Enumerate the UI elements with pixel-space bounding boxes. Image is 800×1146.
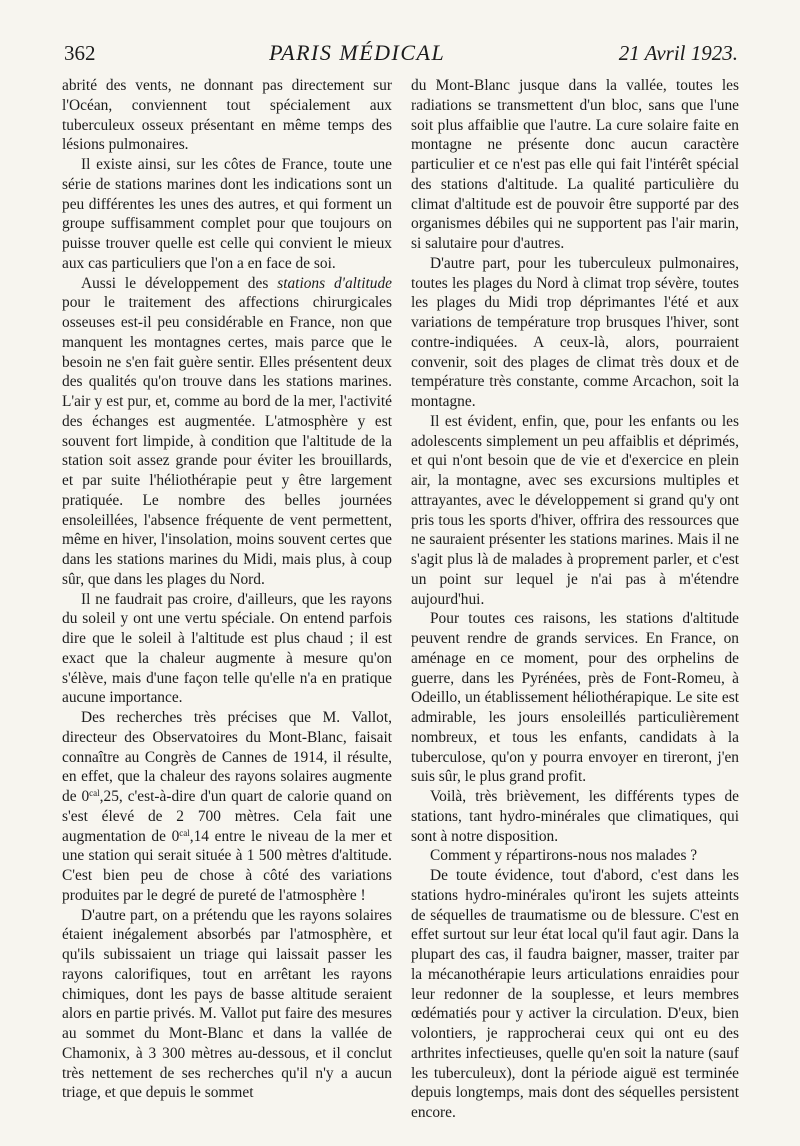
paragraph: D'autre part, pour les tuberculeux pulmonaires, toutes les plages du Nord à climat trop sévère, toutes les plages du Midi trop déprimantes l'été et aux variations de température trop brusques l'hiver, sont contre-indiquées. A ceux-là, alors, pourraient convenir, soit des plages de climat très doux et de température très constante, comme Arcachon, soit la montagne. bbox=[411, 254, 739, 410]
paragraph: Il existe ainsi, sur les côtes de France, toute une série de stations marines dont les indications sont un peu différentes les unes des autres, et qui forment un groupe suffisamment complet pour que toujours on puisse trouver quelle est celle qui convient le mieux aux cas particuliers que l'on a en face de soi. bbox=[62, 156, 392, 272]
paragraph: De toute évidence, tout d'abord, c'est dans les stations hydro-minérales qu'iront les sujets atteints de séquelles de traumatisme ou de blessure. C'est en effet surtout sur leur état local qu'il faut agir. Dans la plupart des cas, il faudra baigner, masser, traiter par la mécanothérapie leurs articulations enraidies pour leur redonner de la souplesse, et leurs membres œdématiés pour y activer la circulation. D'eux, bien volontiers, je rapprocherai ceux qui ont eu des arthrites infectieuses, quelle qu'en soit la nature (sauf les tuberculeux), dont la période aiguë est terminée depuis longtemps, mais dont des séquelles persistent encore. bbox=[411, 867, 739, 1121]
running-title: PARIS MÉDICAL bbox=[269, 40, 446, 65]
page-number: 362 bbox=[64, 41, 96, 65]
paragraph-text: ,25, c'est-à-dire d'un quart de calorie quand on s'est élevé de 2 700 mètres. Cela fait une augmentation de 0 bbox=[62, 788, 392, 845]
paragraph bbox=[62, 274, 392, 590]
paragraph-text: Des recherches très précises que M. Vallot, directeur des Observatoires du Mont-Blanc, faisait connaître au Congrès de Cannes de 1914, il résulte, en effet, que la chaleur des rayons solaires augmente de 0 bbox=[62, 709, 392, 805]
paragraph-text: ,14 entre le niveau de la mer et une station qui serait située à 1 500 mètres d'altitude. C'est bien peu de chose à côté des variations produites par le degré de pureté de l'atmosphère ! bbox=[62, 827, 393, 904]
paragraph: Pour toutes ces raisons, les stations d'altitude peuvent rendre de grands services. En France, on aménage en ce moment, pour des orphelins de guerre, dans les Pyrénées, près de Font-Romeu, à Odeillo, un établissement héliothérapique. Le site est admirable, les jours ensoleillés particulièrement nombreux, et tous les enfants, candidats à la tuberculose, qu'on y pourra envoyer en tireront, j'en suis sûr, le plus grand profit. bbox=[411, 610, 739, 786]
issue-date: 21 Avril 1923. bbox=[618, 41, 738, 65]
unit-cal: cal bbox=[89, 788, 100, 798]
page-header bbox=[64, 40, 738, 74]
unit-cal: cal bbox=[179, 827, 190, 838]
paragraph-text: Aussi le développement des bbox=[81, 274, 269, 292]
paragraph: abrité des vents, ne donnant pas directement sur l'Océan, conviennent tout spécialement aux tuberculeux osseux présentant en même temps des lésions pulmonaires. bbox=[62, 77, 392, 154]
right-column bbox=[411, 76, 739, 1123]
paragraph: D'autre part, on a prétendu que les rayons solaires étaient inégalement absorbés par l'atmosphère, et qu'ils subissaient un triage qui laissait passer les rayons calorifiques, tout en arrêtant les rayons chimiques, dont les pays de basse altitude seraient alors en partie privés. M. Vallot put faire des mesures au sommet du Mont-Blanc et dans la vallée de Chamonix, à 3 300 mètres au-dessous, et il conclut très nettement de ses recherches qu'il n'y a aucun triage, et que depuis le sommet bbox=[62, 906, 392, 1102]
paragraph: Comment y répartirons-nous nos malades ? bbox=[430, 847, 698, 865]
left-column bbox=[62, 76, 392, 1103]
paragraph: du Mont-Blanc jusque dans la vallée, toutes les radiations se transmettent d'un bloc, sans que l'une soit plus affaiblie que l'autre. La cure solaire faite en montagne ne présente donc aucun caractère particulier et ce n'est pas elle qui fait l'intérêt spécial des stations d'altitude. La qualité particulière du climat d'altitude est de pouvoir être supporté par des organismes débiles qui ne supportent pas l'air marin, si salutaire pour d'autres. bbox=[411, 77, 739, 252]
emphasis-stations-altitude: stations d'altitude bbox=[277, 274, 392, 292]
paragraph: Il ne faudrait pas croire, d'ailleurs, que les rayons du soleil y ont une vertu spéciale. On entend parfois dire que le soleil à l'altitude est plus chaud ; il est exact que la chaleur augmente à mesure qu'on s'élève, mais d'une façon telle qu'elle n'a en pratique aucune importance. bbox=[62, 590, 392, 707]
paragraph: Voilà, très brièvement, les différents types de stations, tant hydro-minérales que climatiques, qui sont à notre disposition. bbox=[411, 788, 739, 845]
paragraph bbox=[62, 708, 392, 906]
paragraph-text: pour le traitement des affections chirurgicales osseuses est-il peu considérable en France, non que manquent les montagnes certes, mais parce que le besoin ne s'en fait guère sentir. Elles présentent deux des qualités qu'on trouve dans les stations marines. L'air y est pur, et, comme au bord de la mer, l'activité des échanges est augmentée. L'atmosphère y est souvent fort limpide, à condition que l'altitude de la station soit assez grande pour éviter les brouillards, et par suite l'héliothérapie peut y être largement pratiquée. Le nombre des belles journées ensoleillées, l'absence fréquente de vent permettent, même en hiver, l'insolation, moins souvent certes que dans les stations marines du Midi, mais plus, à coup sûr, que dans les plages du Nord. bbox=[62, 294, 392, 588]
paragraph: Il est évident, enfin, que, pour les enfants ou les adolescents simplement un peu affaiblis et déprimés, et qui n'ont besoin que de vie et d'exercice en plein air, la montagne, avec ses excursions multiples et attrayantes, avec le développement si grand qu'y ont pris tous les sports d'hiver, offrira des ressources que ne sauraient présenter les stations marines. Mais il ne s'agit plus là de malades à proprement parler, et c'est un point sur lequel je n'ai pas à m'étendre aujourd'hui. bbox=[411, 412, 739, 608]
